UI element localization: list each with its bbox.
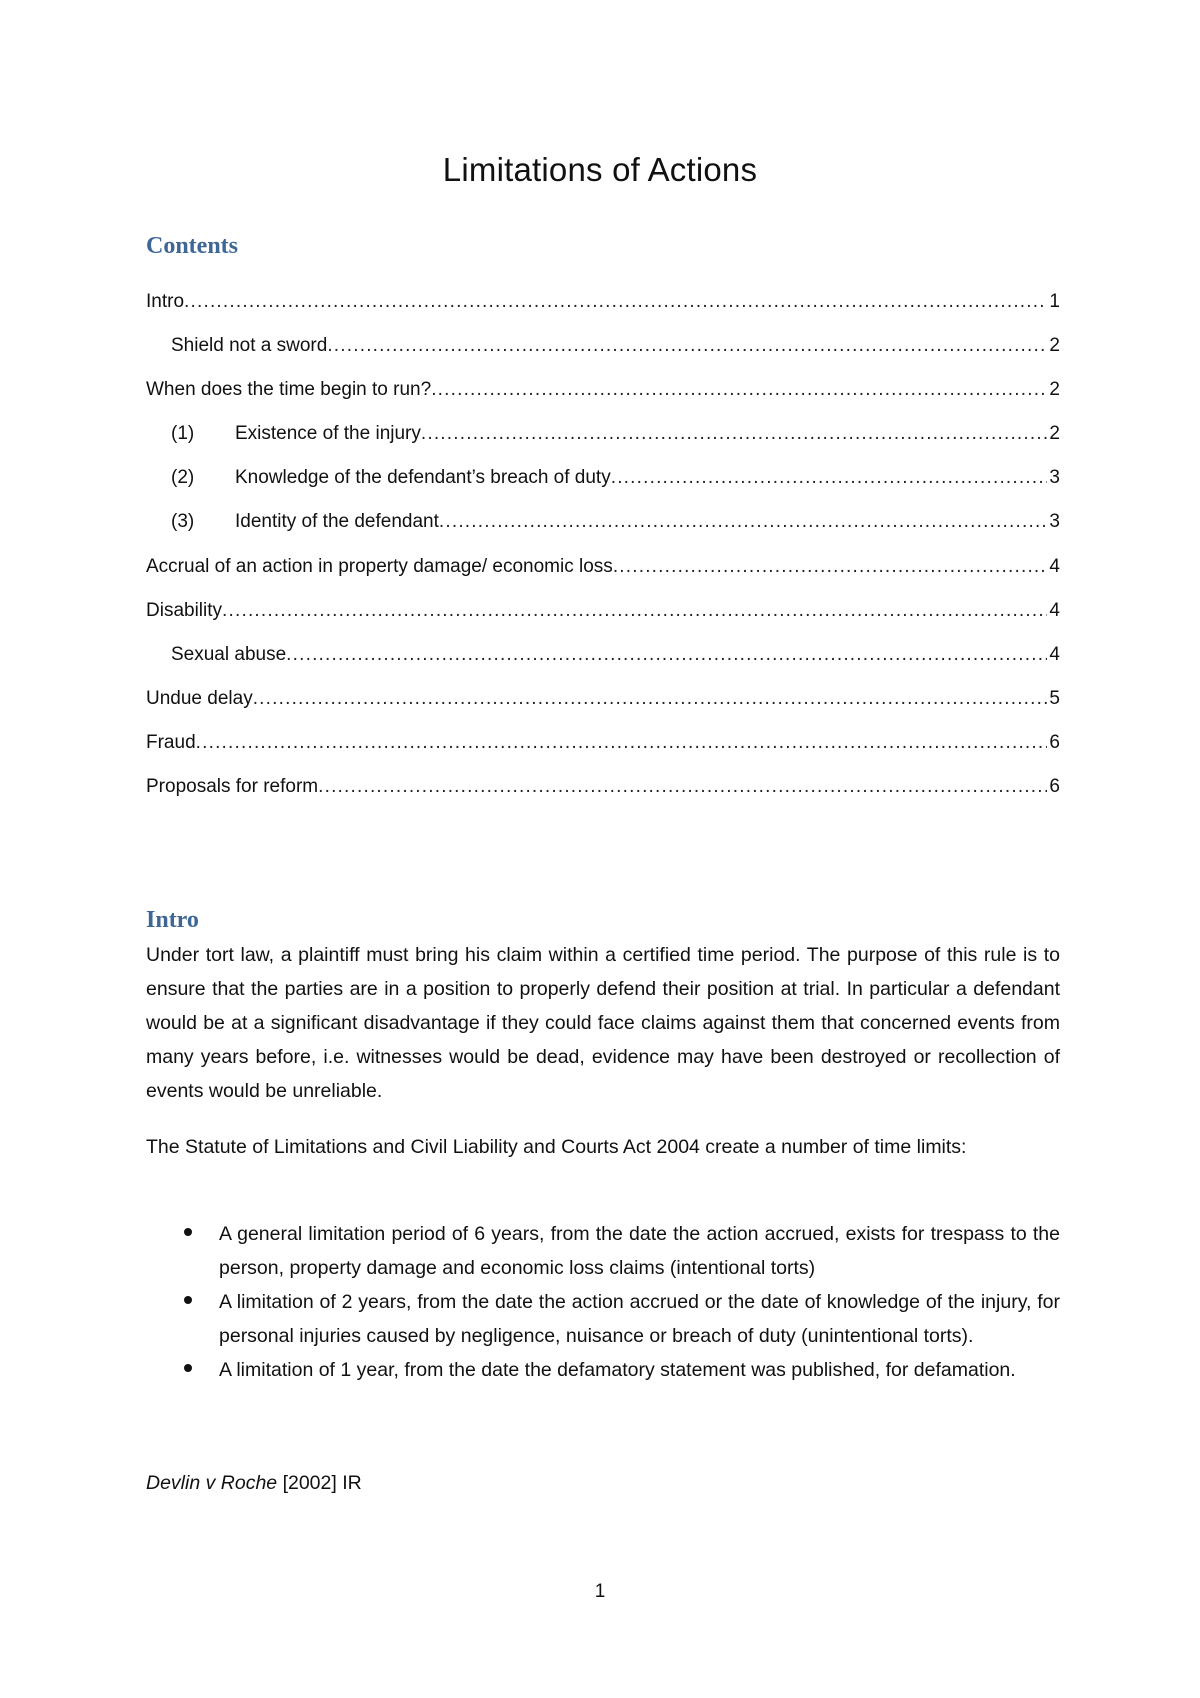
list-item-text: A limitation of 1 year, from the date the defamatory statement was published, for defamation. bbox=[219, 1359, 1016, 1381]
toc-entry-page: 3 bbox=[1049, 467, 1060, 489]
toc-entry-label: Disability bbox=[146, 599, 223, 621]
toc-entry-label: Existence of the injury bbox=[235, 423, 421, 445]
toc-entry-page: 2 bbox=[1049, 379, 1060, 401]
toc-entry-proposals-for-reform[interactable] bbox=[146, 773, 1060, 817]
document-title: Limitations of Actions bbox=[442, 151, 758, 188]
toc-dot-leader bbox=[327, 332, 1047, 360]
toc-entry-undue-delay[interactable] bbox=[146, 685, 1060, 729]
list-item-text: A limitation of 2 years, from the date the action accrued or the date of knowledge of the injury, for personal injuries caused by negligence, nuisance or breach of duty (unintentional torts). bbox=[219, 1291, 1060, 1347]
case-reference: [2002] IR bbox=[282, 1472, 362, 1494]
toc-entry-page: 2 bbox=[1049, 335, 1060, 357]
list-item bbox=[146, 1217, 1060, 1285]
toc-dot-leader bbox=[613, 553, 1048, 581]
toc-entry-existence-of-injury[interactable] bbox=[146, 420, 1060, 464]
table-of-contents bbox=[146, 288, 1060, 817]
intro-heading: Intro bbox=[146, 907, 199, 933]
toc-entry-number: (3) bbox=[171, 511, 195, 533]
toc-entry-accrual-property-damage[interactable] bbox=[146, 553, 1060, 597]
toc-entry-knowledge-of-breach[interactable] bbox=[146, 464, 1060, 508]
toc-dot-leader bbox=[253, 685, 1048, 713]
toc-entry-number: (1) bbox=[171, 423, 195, 445]
list-item bbox=[146, 1285, 1060, 1353]
toc-dot-leader bbox=[439, 508, 1048, 536]
toc-dot-leader bbox=[318, 773, 1047, 801]
toc-dot-leader bbox=[286, 641, 1047, 669]
toc-entry-disability[interactable] bbox=[146, 597, 1060, 641]
page-number: 1 bbox=[594, 1581, 606, 1602]
toc-entry-sexual-abuse[interactable] bbox=[146, 641, 1060, 685]
toc-entry-label: Accrual of an action in property damage/ economic loss bbox=[146, 555, 613, 577]
toc-entry-fraud[interactable] bbox=[146, 729, 1060, 773]
bullet-icon bbox=[184, 1228, 192, 1236]
toc-dot-leader bbox=[611, 464, 1048, 492]
statute-paragraph: The Statute of Limitations and Civil Liability and Courts Act 2004 create a number of time limits: bbox=[146, 1136, 967, 1158]
toc-entry-page: 4 bbox=[1049, 555, 1060, 577]
time-limits-list bbox=[146, 1217, 1060, 1387]
toc-entry-label: Proposals for reform bbox=[146, 776, 319, 798]
toc-entry-page: 2 bbox=[1049, 423, 1060, 445]
toc-entry-page: 4 bbox=[1049, 599, 1060, 621]
toc-entry-page: 4 bbox=[1049, 643, 1060, 665]
toc-entry-shield-not-a-sword[interactable] bbox=[146, 332, 1060, 376]
toc-entry-page: 1 bbox=[1049, 291, 1060, 312]
toc-entry-page: 3 bbox=[1049, 511, 1060, 533]
case-name: Devlin v Roche bbox=[146, 1472, 278, 1494]
toc-entry-label: Shield not a sword bbox=[171, 335, 328, 357]
toc-entry-label: Sexual abuse bbox=[171, 643, 287, 665]
toc-entry-label: Fraud bbox=[146, 731, 196, 753]
toc-entry-intro[interactable] bbox=[146, 288, 1060, 332]
list-item-text: A general limitation period of 6 years, from the date the action accrued, exists for trespass to the person, property damage and economic loss claims (intentional torts) bbox=[219, 1223, 1060, 1279]
bullet-icon bbox=[184, 1364, 192, 1372]
toc-entry-label: Knowledge of the defendant’s breach of duty bbox=[235, 467, 611, 489]
toc-dot-leader bbox=[431, 376, 1047, 404]
case-citation bbox=[146, 1466, 362, 1500]
toc-entry-identity-of-defendant[interactable] bbox=[146, 508, 1060, 552]
toc-entry-label: When does the time begin to run? bbox=[146, 379, 432, 401]
toc-entry-page: 5 bbox=[1049, 687, 1060, 709]
toc-entry-label: Intro bbox=[146, 291, 185, 312]
toc-entry-page: 6 bbox=[1049, 776, 1060, 798]
list-item bbox=[146, 1353, 1060, 1387]
toc-entry-number: (2) bbox=[171, 467, 195, 489]
toc-dot-leader bbox=[222, 597, 1047, 625]
toc-dot-leader bbox=[196, 729, 1048, 757]
toc-entry-label: Identity of the defendant bbox=[235, 511, 439, 533]
intro-paragraph: Under tort law, a plaintiff must bring his claim within a certified time period. The purpose of this rule is to ensure that the parties are in a position to properly defend their position at trial. In particular a defendant would be at a significant disadvantage if they could face claims against them that concerned events from many years before, i.e. witnesses would be dead, evidence may have been destroyed or recollection of events would be unreliable. bbox=[146, 944, 1060, 1102]
toc-dot-leader bbox=[421, 420, 1048, 448]
toc-entry-label: Undue delay bbox=[146, 687, 253, 709]
toc-entry-when-does-time-begin[interactable] bbox=[146, 376, 1060, 420]
contents-heading: Contents bbox=[146, 233, 239, 259]
bullet-icon bbox=[184, 1296, 192, 1304]
toc-dot-leader bbox=[184, 288, 1047, 316]
toc-entry-page: 6 bbox=[1049, 731, 1060, 753]
